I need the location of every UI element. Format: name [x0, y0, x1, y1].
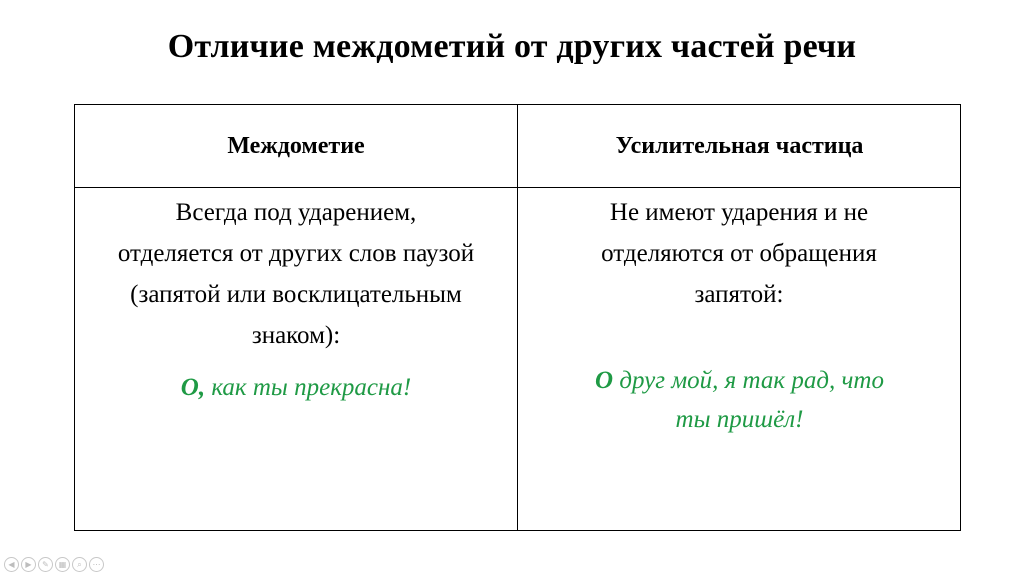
- example-bold: О,: [180, 374, 206, 401]
- slideshow-controls: [4, 557, 104, 572]
- text-line: Всегда под ударением,: [175, 199, 417, 226]
- next-icon[interactable]: ▶: [21, 557, 36, 572]
- example-line: [518, 361, 961, 400]
- text-line: отделяется от других слов паузой: [117, 240, 475, 267]
- header-interjection: Междометие: [227, 132, 365, 159]
- example-bold: О: [595, 367, 614, 394]
- zoom-icon[interactable]: ⌕: [72, 557, 87, 572]
- example-text: как ты прекрасна!: [205, 374, 412, 401]
- text-line: (запятой или восклицательным: [130, 281, 462, 308]
- example-text: друг мой, я так рад, что: [613, 367, 884, 394]
- text-line: отделяются от обращения: [601, 240, 877, 267]
- interjection-description: [79, 192, 513, 356]
- example-line: ты пришёл!: [675, 406, 804, 433]
- comparison-table: [74, 104, 961, 531]
- particle-description: [523, 192, 955, 315]
- pen-icon[interactable]: ✎: [38, 557, 53, 572]
- header-particle: Усилительная частица: [615, 132, 864, 159]
- prev-icon[interactable]: ◀: [4, 557, 19, 572]
- text-line: запятой:: [694, 281, 784, 308]
- interjection-example: [75, 368, 517, 407]
- particle-example: [518, 361, 961, 439]
- slides-icon[interactable]: ▦: [55, 557, 70, 572]
- slide-title: Отличие междометий от других частей речи: [167, 28, 857, 65]
- row-divider: [75, 187, 960, 188]
- text-line: Не имеют ударения и не: [609, 199, 869, 226]
- more-icon[interactable]: ⋯: [89, 557, 104, 572]
- text-line: знаком):: [251, 322, 341, 349]
